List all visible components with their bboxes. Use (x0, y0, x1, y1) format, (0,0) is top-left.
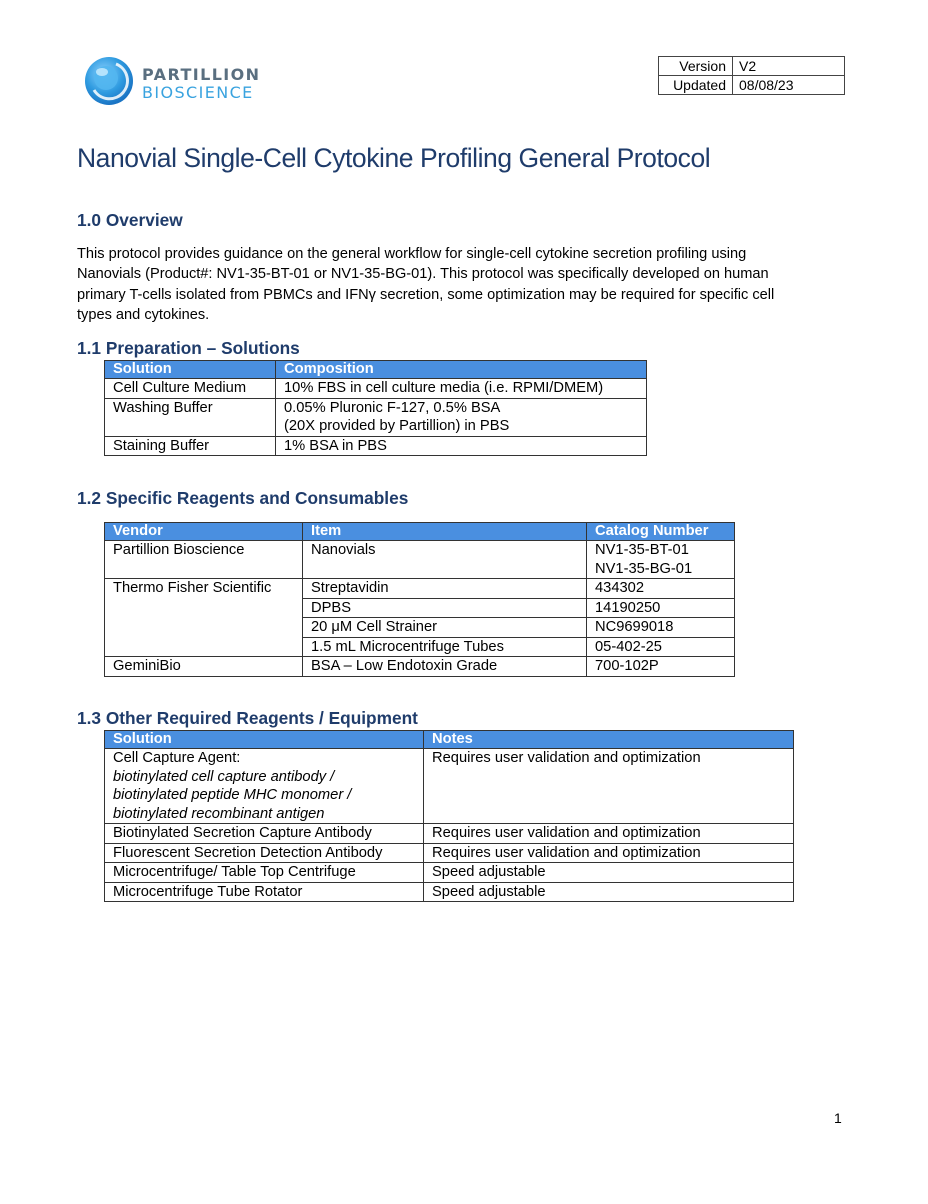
solution-cell: Biotinylated Secretion Capture Antibody (105, 824, 424, 844)
solution-cell: Cell Culture Medium (105, 379, 276, 399)
vendor-cell: GeminiBio (105, 657, 303, 677)
notes-cell: Requires user validation and optimization (424, 824, 794, 844)
solution-cell: Microcentrifuge/ Table Top Centrifuge (105, 863, 424, 883)
column-header: Notes (424, 731, 794, 749)
solution-detail: biotinylated cell capture antibody / (113, 768, 335, 785)
logo-text-bioscience: BIOSCIENCE (142, 83, 254, 102)
other-heading: 1.3 Other Required Reagents / Equipment (77, 708, 418, 728)
composition-line: (20X provided by Partillion) in PBS (284, 418, 510, 434)
table-header-row (105, 361, 647, 379)
version-value: V2 (733, 57, 845, 76)
updated-label: Updated (659, 76, 733, 95)
table-header-row (105, 523, 735, 541)
table-row (105, 657, 735, 677)
item-cell: BSA – Low Endotoxin Grade (303, 657, 587, 677)
vendor-cell (105, 598, 303, 618)
item-cell: Streptavidin (303, 579, 587, 599)
column-header: Solution (105, 731, 424, 749)
composition-cell (276, 436, 647, 456)
column-header: Solution (105, 361, 276, 379)
overview-line: primary T-cells isolated from PBMCs and IFNγ secretion, some optimization may be required for specific cell (77, 286, 775, 303)
catalog-cell: NC9699018 (587, 618, 735, 638)
column-header: Vendor (105, 523, 303, 541)
solutions-heading: 1.1 Preparation – Solutions (77, 338, 300, 358)
partillion-logo (84, 56, 284, 108)
table-row (105, 618, 735, 638)
composition-cell (276, 398, 647, 436)
solution-detail: biotinylated recombinant antigen (113, 805, 325, 822)
item-cell: 1.5 mL Microcentrifuge Tubes (303, 637, 587, 657)
solution-cell: Washing Buffer (105, 398, 276, 436)
composition-cell (276, 379, 647, 399)
overview-line: This protocol provides guidance on the general workflow for single-cell cytokine secretion profiling using (77, 246, 747, 262)
table-row (105, 598, 735, 618)
table-row (105, 882, 794, 902)
composition-line: 1% BSA in PBS (284, 437, 387, 454)
version-row (659, 57, 845, 76)
overview-paragraph (77, 244, 852, 325)
table-row (105, 749, 794, 824)
solution-cell: Microcentrifuge Tube Rotator (105, 882, 424, 902)
column-header: Composition (276, 361, 647, 379)
composition-line: 0.05% Pluronic F-127, 0.5% BSA (284, 399, 501, 416)
vendor-cell (105, 637, 303, 657)
composition-line: 10% FBS in cell culture media (i.e. RPMI/DMEM) (284, 380, 604, 396)
table-row (105, 398, 647, 436)
partillion-sphere-icon (84, 56, 134, 106)
notes-cell: Speed adjustable (424, 882, 794, 902)
item-cell: 20 μM Cell Strainer (303, 618, 587, 638)
solution-detail: biotinylated peptide MHC monomer / (113, 787, 352, 803)
table-row (105, 379, 647, 399)
solutions-table (104, 360, 647, 456)
vendor-cell: Partillion Bioscience (105, 541, 303, 579)
table-row (105, 843, 794, 863)
catalog-cell (587, 541, 735, 579)
table-row (105, 824, 794, 844)
overview-line: types and cytokines. (77, 306, 210, 323)
catalog-cell: 434302 (587, 579, 735, 599)
column-header: Item (303, 523, 587, 541)
table-row (105, 436, 647, 456)
reagents-table (104, 522, 735, 677)
item-cell: Nanovials (303, 541, 587, 579)
notes-cell: Requires user validation and optimization (424, 749, 794, 824)
column-header: Catalog Number (587, 523, 735, 541)
catalog-cell: 700-102P (587, 657, 735, 677)
logo-text-partillion: PARTILLION (142, 65, 261, 84)
catalog-number: NV1-35-BG-01 (595, 560, 693, 577)
solution-cell: Staining Buffer (105, 436, 276, 456)
solution-name: Cell Capture Agent: (113, 750, 241, 766)
catalog-cell: 14190250 (587, 598, 735, 618)
catalog-cell: 05-402-25 (587, 637, 735, 657)
notes-cell: Speed adjustable (424, 863, 794, 883)
updated-row (659, 76, 845, 95)
table-row (105, 541, 735, 579)
version-label: Version (659, 57, 733, 76)
table-header-row (105, 731, 794, 749)
updated-value: 08/08/23 (733, 76, 845, 95)
overview-heading: 1.0 Overview (77, 210, 183, 230)
version-table (658, 56, 845, 95)
table-row (105, 637, 735, 657)
page-number: 1 (834, 1110, 842, 1126)
vendor-cell (105, 618, 303, 638)
catalog-number: NV1-35-BT-01 (595, 542, 689, 558)
vendor-cell: Thermo Fisher Scientific (105, 579, 303, 599)
document-title: Nanovial Single-Cell Cytokine Profiling General Protocol (77, 143, 711, 173)
table-row (105, 863, 794, 883)
solution-cell (105, 749, 424, 824)
solution-cell: Fluorescent Secretion Detection Antibody (105, 843, 424, 863)
item-cell: DPBS (303, 598, 587, 618)
other-table (104, 730, 794, 902)
overview-line: Nanovials (Product#: NV1-35-BT-01 or NV1-35-BG-01). This protocol was specifically developed on human (77, 266, 769, 283)
table-row (105, 579, 735, 599)
reagents-heading: 1.2 Specific Reagents and Consumables (77, 488, 409, 508)
notes-cell: Requires user validation and optimization (424, 843, 794, 863)
